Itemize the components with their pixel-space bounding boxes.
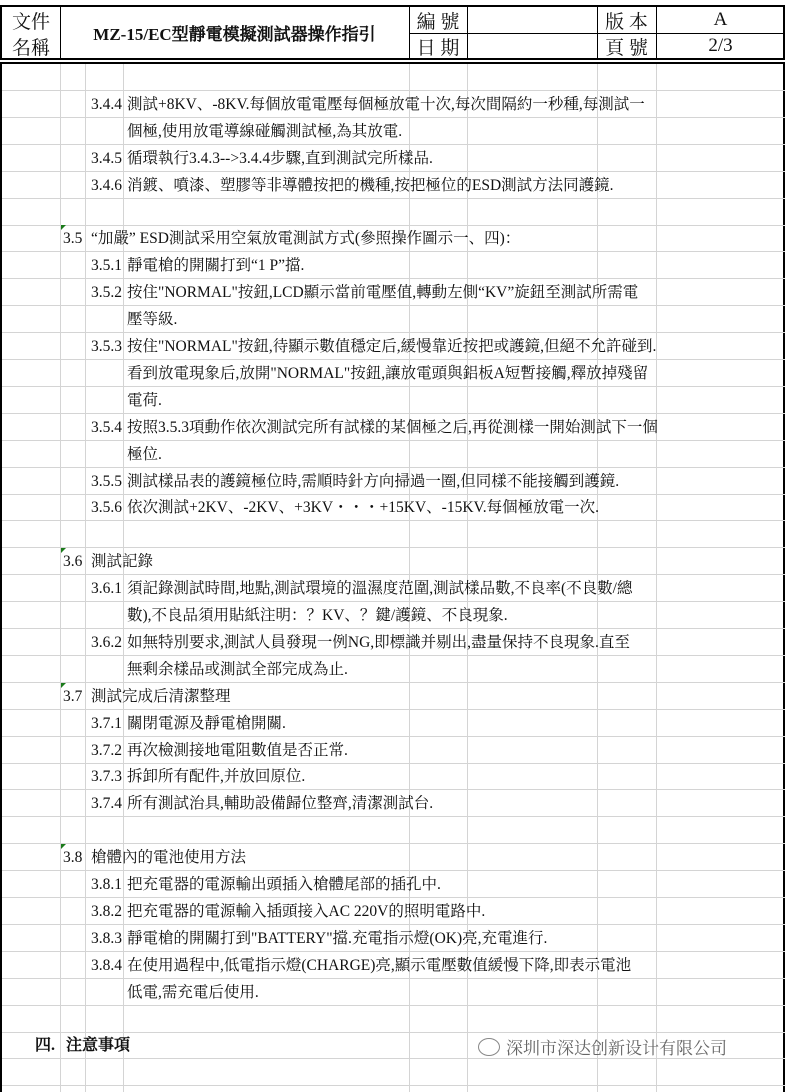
watermark-text: 深圳市深达创新设计有限公司 xyxy=(506,1039,727,1059)
item-text: 壓等級. xyxy=(127,311,178,329)
section-row xyxy=(2,548,785,575)
item-number: 四. xyxy=(35,1037,56,1055)
blank-row xyxy=(2,817,785,844)
item-row xyxy=(2,333,785,360)
item-row xyxy=(2,118,785,145)
item-number: 3.4.5 xyxy=(91,149,122,167)
item-number: 3.8.4 xyxy=(91,956,122,974)
item-row xyxy=(2,925,785,952)
watermark xyxy=(478,1034,727,1059)
item-number: 3.5.2 xyxy=(91,284,122,302)
item-row xyxy=(2,145,785,172)
item-text: 按照3.5.3項動作依次測試完所有試樣的某個極之后,再從測樣一開始測試下一個 xyxy=(127,418,658,436)
item-row xyxy=(2,575,785,602)
item-row xyxy=(2,387,785,414)
blank-row xyxy=(2,1006,785,1033)
item-number: 3.4.4 xyxy=(91,95,122,113)
document-header xyxy=(0,5,785,60)
item-text: 槍體內的電池使用方法 xyxy=(91,849,247,867)
item-row xyxy=(2,629,785,656)
item-number: 3.6.1 xyxy=(91,580,122,598)
item-row xyxy=(2,360,785,387)
blank-row xyxy=(2,64,785,91)
item-text: 無剩余樣品或測試全部完成為止. xyxy=(127,660,348,678)
item-row xyxy=(2,871,785,898)
item-text: 在使用過程中,低電指示燈(CHARGE)亮,顯示電壓數值緩慢下降,即表示電池 xyxy=(127,956,632,974)
item-number: 3.8.3 xyxy=(91,929,122,947)
item-number: 3.8.2 xyxy=(91,902,122,920)
item-row xyxy=(2,979,785,1006)
item-row xyxy=(2,252,785,279)
page-value: 2/3 xyxy=(708,35,733,56)
item-text: 測試樣品表的護鏡極位時,需順時針方向掃過一圈,但同樣不能接觸到護鏡. xyxy=(127,472,620,490)
item-number: 3.6 xyxy=(63,553,83,571)
item-number: 3.8.1 xyxy=(91,876,122,893)
section-row xyxy=(2,844,785,871)
blank-row xyxy=(2,1059,785,1086)
item-number: 3.5.5 xyxy=(91,472,122,490)
date-value xyxy=(467,33,597,59)
item-text: 測試完成后清潔整理 xyxy=(91,687,231,705)
item-number: 3.5.6 xyxy=(91,499,122,517)
item-text: 關閉電源及靜電槍開關. xyxy=(127,714,286,732)
item-text: 循環執行3.4.3-->3.4.4步驟,直到測試完所樣品. xyxy=(127,149,433,167)
item-text: 測試+8KV、-8KV.每個放電電壓每個極放電十次,每次間隔約一秒種,每測試一 xyxy=(127,95,645,113)
wechat-icon xyxy=(478,1038,500,1056)
item-number: 3.5.4 xyxy=(91,418,122,436)
version-value: A xyxy=(713,9,728,30)
item-number: 3.7.3 xyxy=(91,768,122,786)
item-text: 須記錄測試時間,地點,測試環境的溫濕度范圍,測試樣品數,不良率(不良數/總 xyxy=(127,580,633,598)
item-text: 把充電器的電源輸入插頭接入AC 220V的照明電路中. xyxy=(127,902,486,920)
blank-row xyxy=(2,199,785,226)
item-row xyxy=(2,898,785,925)
item-row xyxy=(2,656,785,683)
item-row xyxy=(2,279,785,306)
item-row xyxy=(2,414,785,441)
item-number: 3.7.2 xyxy=(91,741,122,759)
item-number: 3.4.6 xyxy=(91,176,122,194)
item-row xyxy=(2,790,785,817)
item-text: 如無特別要求,測試人員發現一例NG,即標識并剔出,盡量保持不良現象.直至 xyxy=(127,633,630,651)
item-text: 按住"NORMAL"按鈕,LCD顯示當前電壓值,轉動左側“KV”旋鈕至測試所需電 xyxy=(127,284,639,302)
document-body xyxy=(0,62,785,1092)
item-text: 數),不良品須用貼紙注明：？KV、？鍵/護鏡、不良現象. xyxy=(127,607,508,624)
item-number: 3.6.2 xyxy=(91,633,122,651)
item-number: 3.7 xyxy=(63,687,83,705)
item-text: 看到放電現象后,放開"NORMAL"按鈕,讓放電頭與鋁板A短暫接觸,釋放掉殘留 xyxy=(127,364,649,382)
item-text: 注意事項 xyxy=(66,1037,131,1055)
number-label: 編 號 xyxy=(416,11,460,33)
item-row xyxy=(2,172,785,199)
version-label: 版 本 xyxy=(605,11,648,33)
item-number: 3.5.3 xyxy=(91,338,122,355)
item-row xyxy=(2,468,785,495)
item-row xyxy=(2,441,785,468)
item-text: 拆卸所有配件,并放回原位. xyxy=(127,768,306,786)
item-text: 把充電器的電源輸出頭插入槍體尾部的插孔中. xyxy=(127,876,441,893)
item-text: 靜電槍的開關打到“1 P”擋. xyxy=(127,257,305,275)
item-row xyxy=(2,763,785,790)
item-row xyxy=(2,737,785,764)
number-value xyxy=(467,7,597,33)
item-row xyxy=(2,602,785,629)
section-row xyxy=(2,225,785,252)
item-number: 3.5.1 xyxy=(91,257,122,275)
item-row xyxy=(2,710,785,737)
item-text: “加嚴” ESD測試采用空氣放電測試方式(參照操作圖示一、四)： xyxy=(91,230,521,248)
section-row xyxy=(2,683,785,710)
item-row xyxy=(2,91,785,118)
doc-name-label: 文件 xyxy=(11,11,50,33)
item-number: 3.7.1 xyxy=(91,714,122,732)
item-number: 3.8 xyxy=(63,849,83,867)
item-text: 極位. xyxy=(127,445,162,463)
item-text: 按住"NORMAL"按鈕,待顯示數值穩定后,緩慢靠近按把或護鏡,但絕不允許碰到. xyxy=(127,338,657,355)
item-row xyxy=(2,494,785,521)
date-label: 日 期 xyxy=(416,37,460,59)
item-text: 電荷. xyxy=(127,391,162,409)
item-text: 再次檢測接地電阻數值是否正常. xyxy=(127,741,348,759)
item-number: 3.7.4 xyxy=(91,795,122,813)
item-text: 低電,需充電后使用. xyxy=(127,983,259,1001)
item-row xyxy=(2,306,785,333)
item-row xyxy=(2,952,785,979)
item-text: 消鍍、噴漆、塑膠等非導體按把的機種,按把極位的ESD測試方法同護鏡. xyxy=(127,176,614,194)
doc-name-label-2: 名稱 xyxy=(11,37,50,59)
item-text: 靜電槍的開關打到"BATTERY"擋.充電指示燈(OK)亮,充電進行. xyxy=(127,929,548,947)
item-number: 3.5 xyxy=(63,230,83,248)
document-title: MZ-15/EC型靜電模擬測試器操作指引 xyxy=(93,25,376,44)
item-text: 個極,使用放電導線碰觸測試極,為其放電. xyxy=(127,122,403,140)
item-text: 依次測試+2KV、-2KV、+3KV・・・+15KV、-15KV.每個極放電一次. xyxy=(127,499,599,517)
page-label: 頁 號 xyxy=(605,37,648,59)
item-text: 測試記錄 xyxy=(91,553,154,571)
item-text: 所有測試治具,輔助設備歸位整齊,清潔測試台. xyxy=(127,795,434,813)
blank-row xyxy=(2,521,785,548)
